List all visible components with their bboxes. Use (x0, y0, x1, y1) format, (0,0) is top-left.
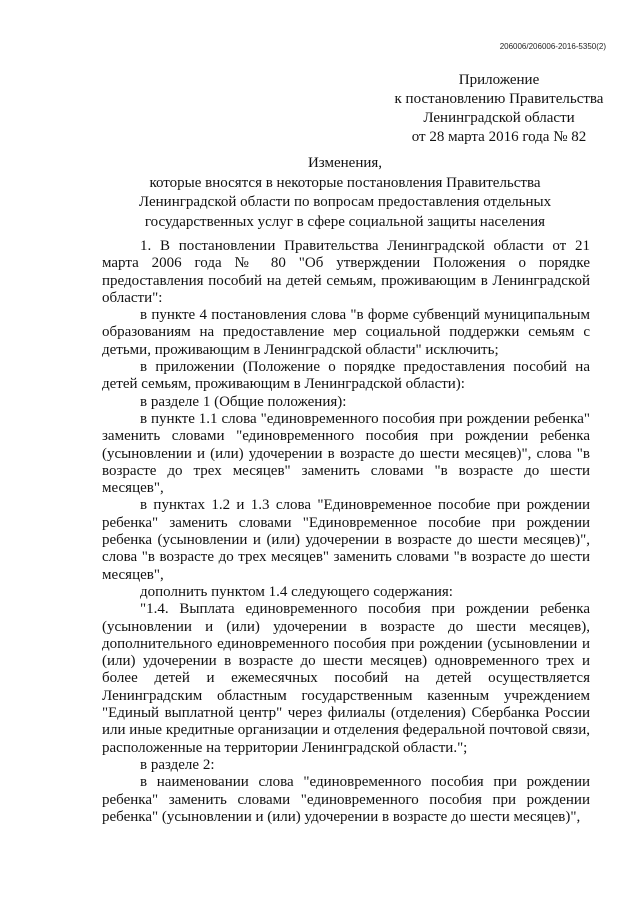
paragraph: в разделе 2: (140, 756, 215, 773)
appendix-block (374, 71, 624, 147)
appendix-title: Приложение (458, 72, 540, 88)
heading-line: которые вносятся в некоторые постановления Правительства (149, 174, 541, 191)
paragraph: в пункте 1.1 слова "единовременного пособия при рождении ребенка" заменить словами "единовременного пособия при рождении ребенка (усыновлении и (или) удочерении в возрасте до шести месяцев)", слова "в возрасте до трех месяцев" заменить словами "в возрасте до шести месяцев", (102, 410, 590, 497)
paragraph: 1. В постановлении Правительства Ленинградской области от 21 марта 2006 года № 80 "Об утверждении Положения о порядке предоставления пособий на детей семьям, проживающим в Ленинградской области": (102, 238, 590, 306)
document-body (102, 238, 590, 826)
paragraph: в пункте 4 постановления слова "в форме субвенций муниципальным образованиям на предоставление мер социальной поддержки семьям с детьми, проживающим в Ленинградской области" исключить; (102, 307, 590, 358)
document-heading (100, 154, 590, 232)
heading-title: Изменения, (307, 155, 383, 171)
heading-line: государственных услуг в сфере социальной защиты населения (144, 213, 546, 230)
paragraph: в пунктах 1.2 и 1.3 слова "Единовременное пособие при рождении ребенка" заменить словами "Единовременное пособие при рождении ребенка (усыновлении и (или) удочерении в возрасте до шести месяцев)", слова "в возрасте до трех месяцев" заменить словами "в возрасте до шести месяцев", (102, 497, 590, 583)
paragraph: дополнить пунктом 1.4 следующего содержания: (140, 583, 453, 600)
paragraph: в наименовании слова "единовременного пособия при рождении ребенка" заменить словами "единовременного пособия при рождении ребенка" (усыновлении и (или) удочерении в возрасте до шести месяцев)", (102, 774, 590, 825)
document-id: 206006/206006-2016-5350(2) (499, 42, 606, 51)
appendix-line: к постановлению Правительства (394, 91, 604, 107)
paragraph: "1.4. Выплата единовременного пособия при рождении ребенка (усыновлении и (или) удочерении в возрасте до шести месяцев), дополнительного единовременного пособия при рождении (усыновлении и (или) удочерении в возрасте до шести месяцев) одновременного трех и более детей и ежемесячных пособий на детей осуществляется Ленинградским областным государственным казенным учреждением "Единый выплатной центр" через филиалы (отделения) Сбербанка России или иные кредитные организации и отделения федеральной почтовой связи, расположенные на территории Ленинградской области."; (102, 601, 590, 756)
appendix-line: Ленинградской области (423, 110, 575, 126)
appendix-date: от 28 марта 2016 года № 82 (411, 129, 587, 145)
paragraph: в приложении (Положение о порядке предоставления пособий на детей семьям, проживающим в Ленинградской области): (102, 359, 590, 393)
paragraph: в разделе 1 (Общие положения): (140, 393, 347, 410)
heading-line: Ленинградской области по вопросам предоставления отдельных (138, 194, 552, 210)
